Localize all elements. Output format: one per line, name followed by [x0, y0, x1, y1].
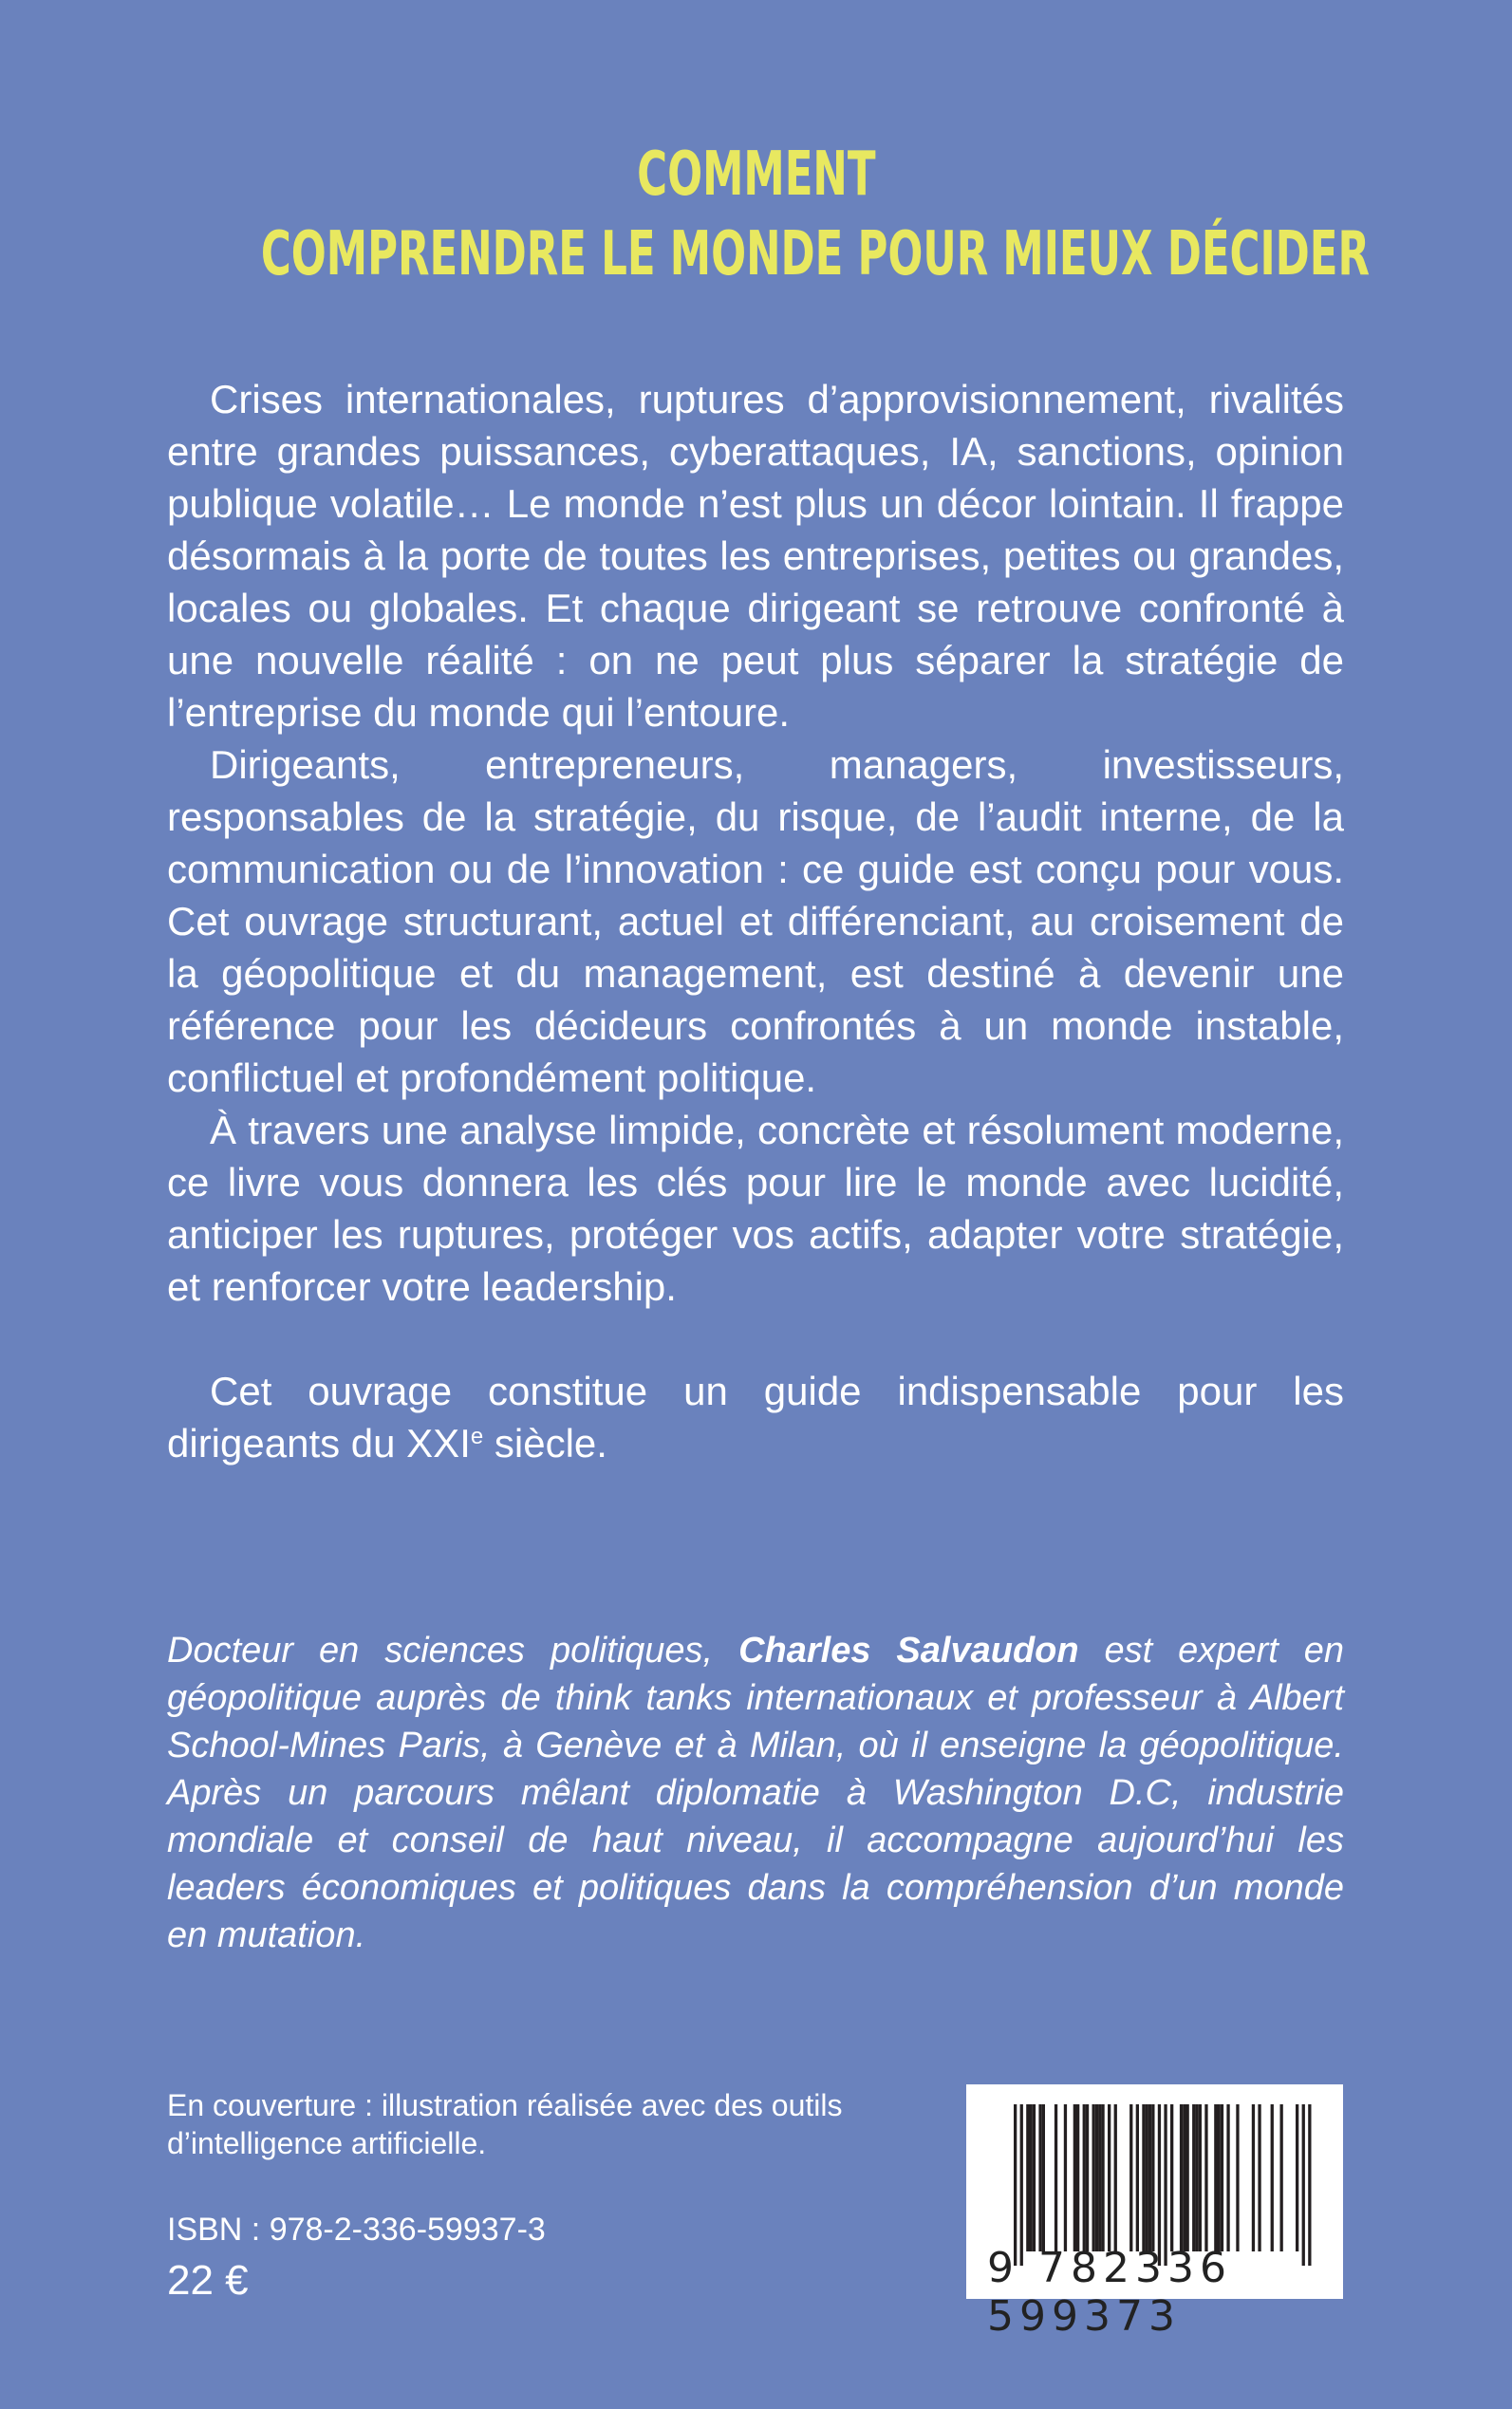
barcode-bar — [1014, 2104, 1017, 2266]
barcode-bar — [1136, 2104, 1139, 2251]
cover-credit: En couverture : illustration réalisée avec des outils d’intelligence artificielle. — [167, 2088, 843, 2160]
isbn: ISBN : 978-2-336-59937-3 — [167, 2212, 546, 2248]
barcode-bar — [1221, 2104, 1223, 2251]
barcode-bar — [1226, 2104, 1229, 2251]
author-name: Charles Salvaudon — [738, 1631, 1079, 1671]
barcode-bar — [1076, 2104, 1079, 2251]
barcode-bar — [1258, 2104, 1260, 2251]
barcode-bar — [1180, 2104, 1183, 2251]
barcode-bar — [1086, 2104, 1089, 2251]
barcode-bar — [1214, 2104, 1217, 2251]
barcode-bar — [1195, 2104, 1198, 2251]
subtitle-text: COMPRENDRE LE MONDE POUR MIEUX DÉCIDER — [260, 219, 1371, 289]
barcode-bar — [1252, 2104, 1255, 2251]
barcode-bar — [1280, 2104, 1283, 2251]
barcode-bar — [1151, 2104, 1154, 2251]
closing-text: Cet ouvrage constitue un guide indispensable pour les dirigeants du XXI — [167, 1369, 1344, 1466]
barcode-digits: 9 782336 599373 — [987, 2244, 1232, 2341]
price: 22 € — [167, 2257, 249, 2304]
barcode-bar — [1271, 2104, 1274, 2251]
author-bio — [167, 1627, 1344, 1959]
title-line-1 — [0, 140, 1512, 210]
barcode-bar — [1146, 2104, 1148, 2251]
paragraph-1: Crises internationales, ruptures d’approvisionnement, rivalités entre grandes puissances, cyberattaques, IA, sanctions, opinion publique volatile… Le monde n’est plus un décor lointain. Il frappe désormais à la porte de toutes les entreprises, petites ou grandes, locales ou globales. Et chaque dirigeant se retrouve confronté à une nouvelle réalité : on ne peut plus séparer la stratégie de l’entreprise du monde qui l’entoure. — [167, 377, 1344, 735]
title-text: COMMENT — [636, 140, 876, 210]
barcode-bar — [1218, 2104, 1221, 2251]
barcode-bar — [1158, 2104, 1161, 2266]
blurb — [167, 373, 1344, 1469]
superscript: e — [470, 1424, 484, 1449]
barcode-bar — [1030, 2104, 1033, 2251]
paragraph-2: Dirigeants, entrepreneurs, managers, investisseurs, responsables de la stratégie, du risque, de l’audit interne, de la communication ou de l’innovation : ce guide est conçu pour vous. Cet ouvrage structurant, actuel et différenciant, au croisement de la géopolitique et du management, est destiné à devenir une référence pour les décideurs confrontés à un monde instable, conflictuel et profondément politique. — [167, 742, 1344, 1100]
barcode-bar — [1204, 2104, 1207, 2251]
barcode-bar — [1164, 2104, 1167, 2266]
paragraph-3: À travers une analyse limpide, concrète et résolument moderne, ce livre vous donnera les clés pour lire le monde avec lucidité, anticiper les ruptures, protéger vos actifs, adapter votre stratégie, et renforcer votre leadership. — [167, 1108, 1344, 1309]
barcode-bar — [1042, 2104, 1045, 2251]
barcode-bar — [1186, 2104, 1189, 2251]
barcode-bar — [1236, 2104, 1239, 2251]
barcode-bar — [1170, 2104, 1173, 2251]
barcode-bar — [1026, 2104, 1029, 2251]
barcode-bar — [1098, 2104, 1101, 2251]
barcode-bar — [1101, 2104, 1104, 2251]
barcode-bar — [1148, 2104, 1151, 2251]
barcode-bar — [1302, 2104, 1305, 2266]
bio-start: Docteur en sciences politiques, — [167, 1631, 739, 1671]
barcode-bar — [1083, 2104, 1086, 2251]
barcode-bar — [1308, 2104, 1311, 2266]
barcode-bar — [1142, 2104, 1145, 2251]
barcode-bar — [1114, 2104, 1117, 2251]
closing-end: siècle. — [483, 1421, 607, 1466]
barcode — [966, 2084, 1343, 2341]
barcode-bar — [1073, 2104, 1076, 2251]
bio-rest: est expert en géopolitique auprès de think tanks internationaux et professeur à Albert School-Mines Paris, à Genève et à Milan, où il enseigne la géopolitique. Après un parcours mêlant diplomatie à Washington D.C, industrie mondiale et conseil de haut niveau, il accompagne aujourd’hui les leaders économiques et politiques dans la compréhension d’un monde en mutation. — [167, 1631, 1344, 1955]
barcode-bar — [1108, 2104, 1111, 2251]
barcode-bar — [1055, 2104, 1057, 2251]
barcode-bar — [1020, 2104, 1023, 2266]
closing-paragraph — [167, 1365, 1344, 1469]
title-line-2 — [0, 219, 1512, 289]
barcode-bar — [1038, 2104, 1041, 2251]
barcode-bar — [1192, 2104, 1195, 2251]
barcode-bar — [1183, 2104, 1185, 2251]
barcode-bar — [1033, 2104, 1036, 2251]
barcode-bar — [1064, 2104, 1067, 2251]
barcode-bar — [1129, 2104, 1132, 2251]
barcode-bar — [1095, 2104, 1098, 2251]
barcode-bar — [1199, 2104, 1202, 2251]
barcode-bar — [1092, 2104, 1095, 2251]
barcode-bar — [1296, 2104, 1298, 2251]
